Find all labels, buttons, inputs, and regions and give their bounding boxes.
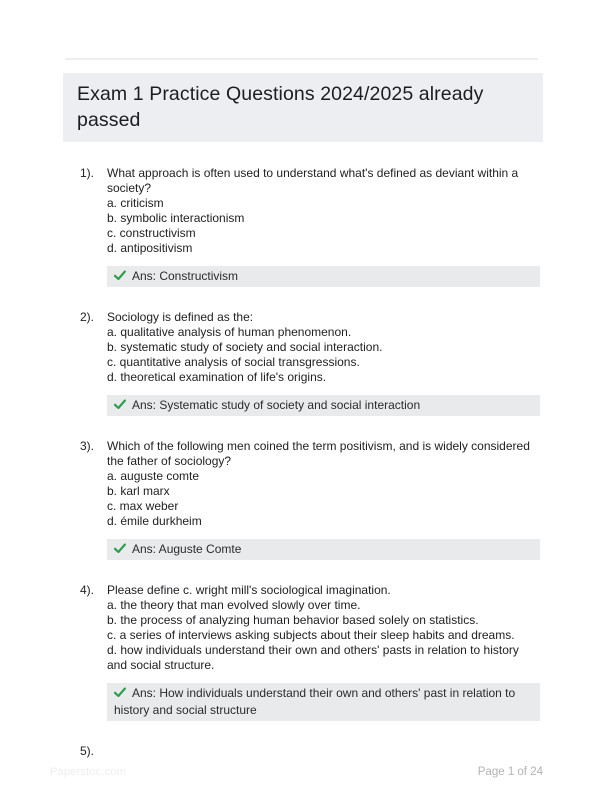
question-list	[80, 166, 540, 782]
question-text: Please define c. wright mill's sociological imagination.	[107, 583, 391, 597]
answer-text: Ans: Systematic study of society and social interaction	[132, 398, 421, 412]
check-icon	[114, 399, 126, 410]
question-option: b. symbolic interactionism	[107, 211, 245, 225]
check-icon	[114, 543, 126, 554]
answer-text: Ans: How individuals understand their own and others' past in relation to history and social structure	[114, 686, 516, 717]
question-body	[107, 744, 540, 759]
question-body	[107, 166, 540, 287]
question-options	[107, 598, 540, 673]
page-title: Exam 1 Practice Questions 2024/2025 already passed	[63, 73, 543, 142]
question-text: Which of the following men coined the term positivism, and is widely considered the father of sociology?	[107, 439, 530, 468]
question-item	[80, 166, 540, 287]
answer-box	[107, 266, 540, 287]
question-item	[80, 583, 540, 721]
top-divider	[65, 58, 538, 60]
question-options	[107, 469, 540, 529]
page-indicator: Page 1 of 24	[477, 766, 543, 778]
check-icon	[114, 687, 126, 698]
question-options	[107, 196, 540, 256]
question-number: 1).	[80, 166, 95, 180]
question-number: 5).	[80, 744, 95, 758]
question-body	[107, 439, 540, 560]
question-item	[80, 744, 540, 759]
question-option: a. criticism	[107, 196, 164, 210]
question-option: d. antipositivism	[107, 241, 193, 255]
question-option: d. theoretical examination of life's origins.	[107, 370, 327, 384]
question-number: 3).	[80, 439, 95, 453]
question-body	[107, 310, 540, 416]
question-item	[80, 439, 540, 560]
answer-box	[107, 683, 540, 721]
question-option: a. auguste comte	[107, 469, 200, 483]
answer-box	[107, 395, 540, 416]
check-icon	[114, 270, 126, 281]
question-option: d. émile durkheim	[107, 514, 202, 528]
question-option: c. a series of interviews asking subjects about their sleep habits and dreams.	[107, 628, 515, 642]
question-option: d. how individuals understand their own and others' pasts in relation to history and social structure.	[107, 643, 519, 672]
question-body	[107, 583, 540, 721]
question-number: 4).	[80, 583, 95, 597]
question-number: 2).	[80, 310, 95, 324]
question-option: c. quantitative analysis of social transgressions.	[107, 355, 360, 369]
question-options	[107, 325, 540, 385]
question-option: a. the theory that man evolved slowly over time.	[107, 598, 361, 612]
question-text: What approach is often used to understand what's defined as deviant within a society?	[107, 166, 519, 195]
question-option: c. max weber	[107, 499, 179, 513]
question-option: b. systematic study of society and social interaction.	[107, 340, 383, 354]
watermark-text: Paperstoc.com	[50, 766, 126, 778]
question-item	[80, 310, 540, 416]
question-option: c. constructivism	[107, 226, 196, 240]
answer-text: Ans: Auguste Comte	[132, 542, 242, 556]
question-option: b. the process of analyzing human behavior based solely on statistics.	[107, 613, 479, 627]
question-option: a. qualitative analysis of human phenomenon.	[107, 325, 352, 339]
question-option: b. karl marx	[107, 484, 170, 498]
question-text: Sociology is defined as the:	[107, 310, 254, 324]
answer-text: Ans: Constructivism	[132, 269, 239, 283]
answer-box	[107, 539, 540, 560]
